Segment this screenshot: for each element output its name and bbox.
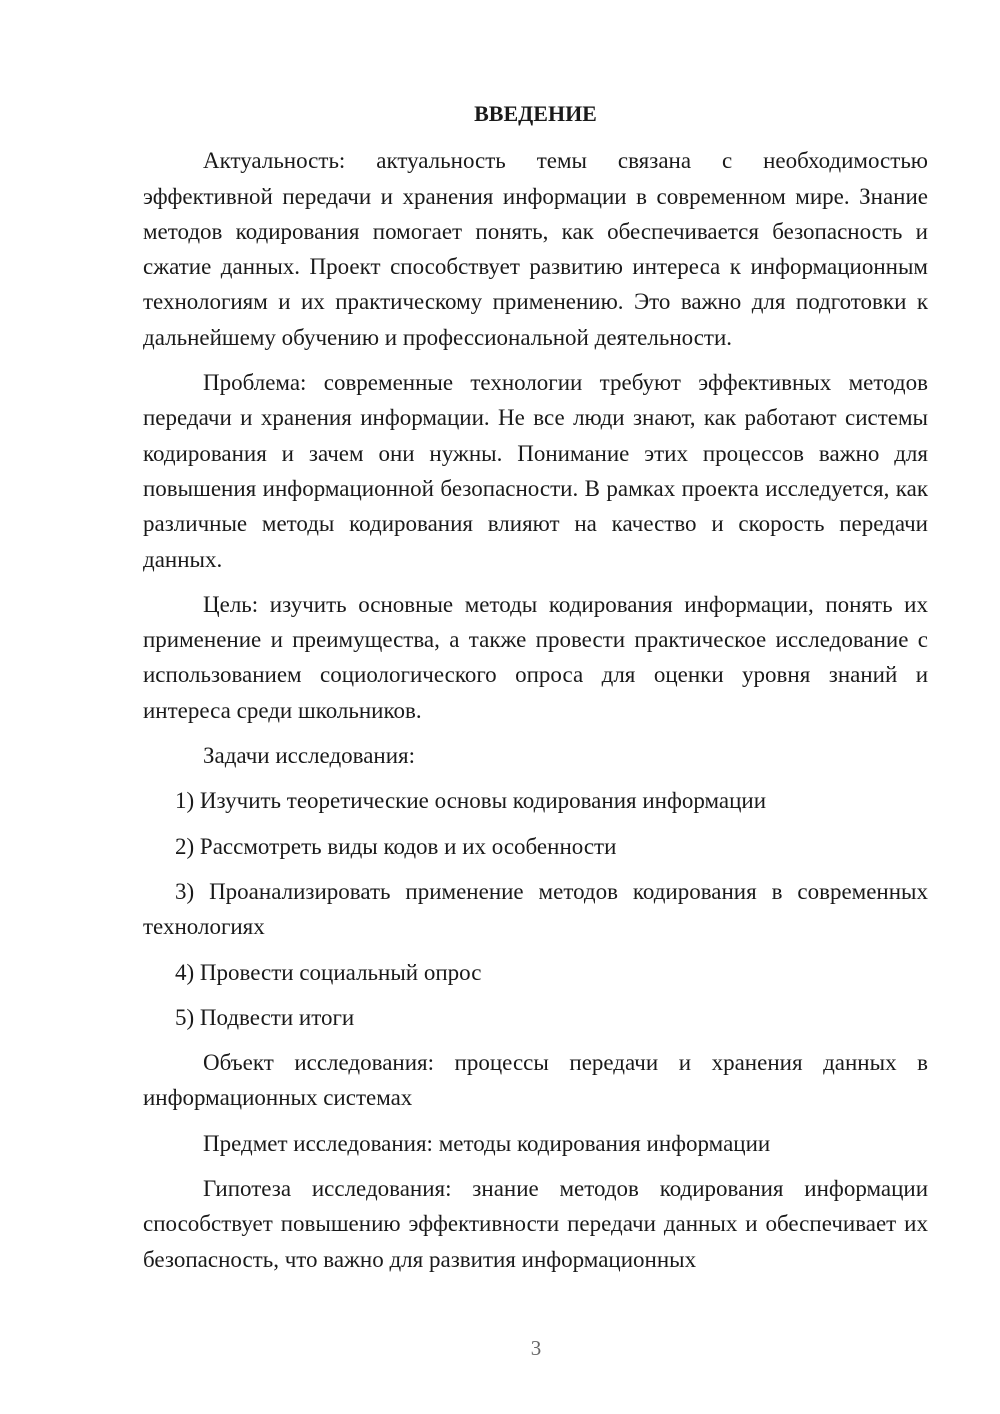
page-content [143,96,928,1287]
task-item: 5) Подвести итоги [175,1004,355,1030]
page-number: 3 [530,1336,542,1360]
task-item: 4) Провести социальный опрос [175,959,482,985]
task-item: 1) Изучить теоретические основы кодирования информации [175,788,767,814]
paragraph-problem: Проблема: современные технологии требуют эффективных методов передачи и хранения информации. Не все люди знают, как работают системы кодирования и зачем они нужны. Понимание этих процессов важно для повышения информационной безопасности. В рамках проекта исследуется, как различные методы кодирования влияют на качество и скорость передачи данных. [143,370,928,572]
task-item: 2) Рассмотреть виды кодов и их особенности [175,833,617,859]
paragraph-hypothesis: Гипотеза исследования: знание методов кодирования информации способствует повышению эффективности передачи данных и обеспечивает их безопасность, что важно для развития информационных [143,1176,928,1272]
section-heading: ВВЕДЕНИЕ [474,101,597,126]
paragraph-goal: Цель: изучить основные методы кодирования информации, понять их применение и преимущества, а также провести практическое исследование с использованием социологического опроса для оценки уровня знаний и интереса среди школьников. [143,591,928,723]
paragraph-relevance: Актуальность: актуальность темы связана с необходимостью эффективной передачи и хранения информации в современном мире. Знание методов кодирования помогает понять, как обеспечивается безопасность и сжатие данных. Проект способствует развитию интереса к информационным технологиям и их практическому применению. Это важно для подготовки к дальнейшему обучению и профессиональной деятельности. [143,148,928,350]
paragraph-object: Объект исследования: процессы передачи и хранения данных в информационных системах [143,1050,928,1111]
task-item: 3) Проанализировать применение методов кодирования в современных технологиях [143,878,928,940]
paragraph-subject: Предмет исследования: методы кодирования информации [203,1130,771,1156]
tasks-heading: Задачи исследования: [203,743,416,769]
